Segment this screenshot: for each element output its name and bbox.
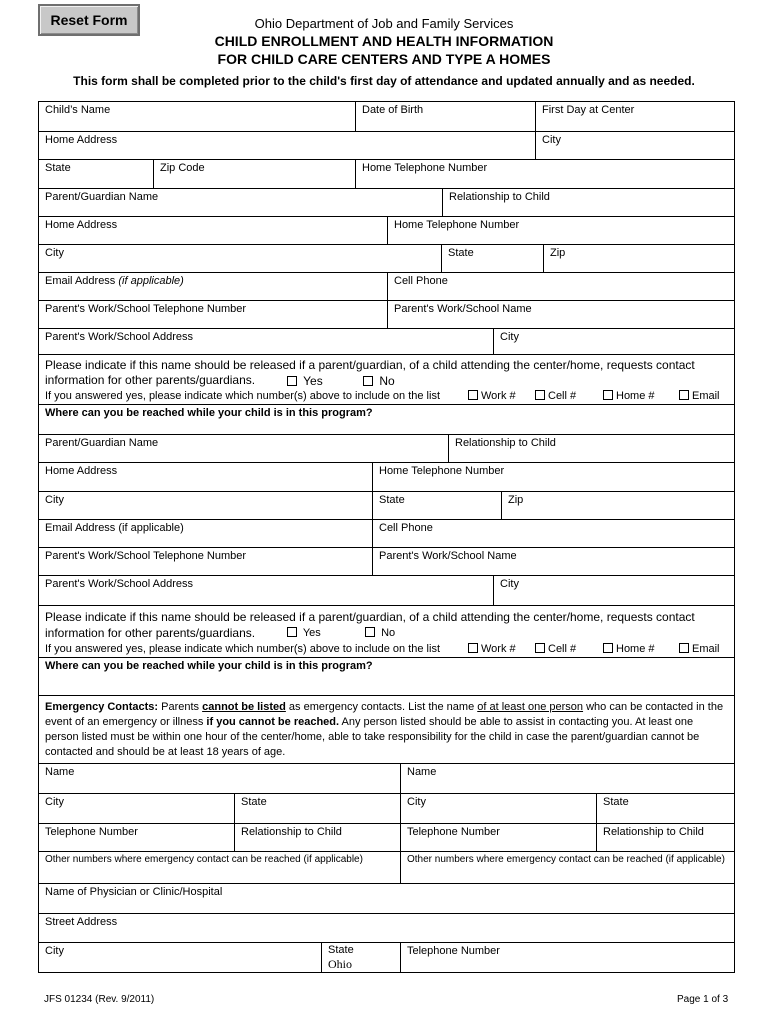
parent1-email-label: Email Address (if applicable) [45, 275, 184, 287]
enrollment-form [38, 101, 735, 973]
physician-phone-label: Telephone Number [407, 945, 500, 957]
physician-state-value: Ohio [328, 957, 352, 971]
parent2-work-name-field[interactable] [372, 548, 734, 575]
child-state-label: State [45, 162, 71, 174]
parent1-cell-label: Cell Phone [394, 275, 448, 287]
parent2-work-address-field[interactable] [39, 576, 493, 605]
parent2-work-phone-label: Parent's Work/School Telephone Number [45, 550, 247, 562]
first-day-label: First Day at Center [542, 104, 635, 116]
parent1-release-no[interactable]: No [363, 374, 395, 388]
parent1-city-label: City [45, 247, 64, 259]
parent2-release-no[interactable]: No [365, 627, 395, 639]
checkbox-icon[interactable] [679, 390, 689, 400]
parent2-work-city-label: City [500, 578, 519, 590]
parent1-reach-label: Where can you be reached while your child is in this program? [45, 407, 373, 419]
parent1-city-field[interactable] [39, 245, 441, 272]
child-dob-label: Date of Birth [362, 104, 424, 116]
parent2-work-name-label: Parent's Work/School Name [379, 550, 517, 562]
parent2-home-address-field[interactable] [39, 463, 372, 491]
checkbox-icon[interactable] [287, 376, 297, 386]
form-title-line2: FOR CHILD CARE CENTERS AND TYPE A HOMES [217, 51, 551, 67]
ec1-relationship-label: Relationship to Child [241, 826, 342, 838]
physician-state-field[interactable] [321, 943, 400, 972]
parent2-row-6 [39, 576, 734, 606]
parent2-city-label: City [45, 494, 64, 506]
child-name-label: Child’s Name [45, 104, 111, 116]
checkbox-icon[interactable] [468, 643, 478, 653]
parent1-row-6 [39, 329, 734, 355]
ec1-phone-field[interactable] [39, 824, 234, 851]
parent2-work-phone-field[interactable] [39, 548, 372, 575]
parent1-release-text-2: information for other parents/guardians. [45, 373, 256, 387]
parent1-reach-row[interactable] [39, 405, 734, 435]
parent2-home-phone-field[interactable] [372, 463, 734, 491]
parent1-work-address-field[interactable] [39, 329, 493, 354]
child-home-phone-field[interactable] [355, 160, 734, 188]
ec1-state-field[interactable] [234, 794, 400, 823]
parent2-home-phone-label: Home Telephone Number [379, 465, 505, 477]
parent1-zip-field[interactable] [543, 245, 734, 272]
ec2-state-label: State [603, 796, 629, 808]
checkbox-icon[interactable] [535, 643, 545, 653]
parent1-cell-field[interactable] [387, 273, 734, 300]
parent2-include-home[interactable]: Home # [603, 643, 655, 655]
parent2-relationship-label: Relationship to Child [455, 437, 556, 449]
physician-street-label: Street Address [45, 916, 118, 928]
reset-form-button[interactable]: Reset Form [38, 4, 140, 36]
parent1-row-2 [39, 217, 734, 245]
parent1-include-work[interactable]: Work # [468, 390, 516, 402]
parent1-work-address-label: Parent's Work/School Address [45, 331, 194, 343]
emergency-row-3 [39, 824, 734, 852]
ec1-state-label: State [241, 796, 267, 808]
ec2-city-label: City [407, 796, 426, 808]
parent1-home-address-label: Home Address [45, 219, 118, 231]
child-city-field[interactable] [535, 132, 734, 159]
parent2-release-text-1: Please indicate if this name should be released if a parent/guardian, of a child attending the center/home, requests contact [45, 610, 695, 624]
parent1-row-3 [39, 245, 734, 273]
parent1-include-email[interactable]: Email [679, 390, 720, 402]
parent2-state-field[interactable] [372, 492, 501, 519]
ec2-city-field[interactable] [400, 794, 596, 823]
parent2-reach-label: Where can you be reached while your child is in this program? [45, 660, 373, 672]
checkbox-icon[interactable] [535, 390, 545, 400]
parent2-release-yes[interactable]: Yes [287, 627, 321, 639]
child-city-label: City [542, 134, 561, 146]
child-row-2 [39, 132, 734, 160]
child-dob-field[interactable] [355, 102, 535, 131]
parent2-state-label: State [379, 494, 405, 506]
parent2-if-yes-text: If you answered yes, please indicate which number(s) above to include on the list [45, 643, 440, 655]
parent1-work-phone-field[interactable] [39, 301, 387, 328]
physician-state-label: State [328, 944, 354, 956]
checkbox-icon[interactable] [603, 390, 613, 400]
page-number: Page 1 of 3 [677, 994, 729, 1005]
parent1-release-row [39, 355, 734, 405]
physician-city-label: City [45, 945, 64, 957]
parent2-email-label: Email Address (if applicable) [45, 522, 184, 534]
physician-city-field[interactable] [39, 943, 321, 972]
ec2-phone-label: Telephone Number [407, 826, 500, 838]
parent2-row-4 [39, 520, 734, 548]
physician-row-3 [39, 943, 734, 972]
checkbox-icon[interactable] [363, 376, 373, 386]
parent1-relationship-label: Relationship to Child [449, 191, 550, 203]
parent2-row-2 [39, 463, 734, 492]
checkbox-icon[interactable] [468, 390, 478, 400]
parent2-name-field[interactable] [39, 435, 448, 462]
form-number: JFS 01234 (Rev. 9/2011) [44, 994, 155, 1005]
physician-name-label: Name of Physician or Clinic/Hospital [45, 886, 223, 898]
parent2-release-row [39, 606, 734, 658]
parent1-relationship-field[interactable] [442, 189, 734, 216]
form-instructions: This form shall be completed prior to the child's first day of attendance and updated annually and as needed. [73, 74, 695, 88]
ec1-city-label: City [45, 796, 64, 808]
physician-name-field[interactable] [39, 884, 734, 913]
parent1-include-cell[interactable]: Cell # [535, 390, 576, 402]
parent2-include-cell[interactable]: Cell # [535, 643, 576, 655]
ec1-other-numbers-field[interactable] [39, 852, 400, 883]
child-name-field[interactable] [39, 102, 355, 131]
parent2-row-1 [39, 435, 734, 463]
parent1-release-text-1: Please indicate if this name should be released if a parent/guardian, of a child attending the center/home, requests contact [45, 358, 695, 372]
parent1-home-phone-label: Home Telephone Number [394, 219, 520, 231]
form-title-line1: CHILD ENROLLMENT AND HEALTH INFORMATION [214, 33, 554, 49]
parent1-home-phone-field[interactable] [387, 217, 734, 244]
checkbox-icon[interactable] [287, 627, 297, 637]
parent2-relationship-field[interactable] [448, 435, 734, 462]
child-zip-label: Zip Code [160, 162, 205, 174]
parent2-email-field[interactable] [39, 520, 372, 547]
emergency-row-1 [39, 764, 734, 794]
checkbox-icon[interactable] [603, 643, 613, 653]
emergency-row-4 [39, 852, 734, 884]
parent1-work-city-label: City [500, 331, 519, 343]
parent2-zip-field[interactable] [501, 492, 734, 519]
parent1-home-address-field[interactable] [39, 217, 387, 244]
child-state-field[interactable] [39, 160, 153, 188]
parent1-work-phone-label: Parent's Work/School Telephone Number [45, 303, 247, 315]
emergency-instructions-row [39, 696, 734, 764]
checkbox-icon[interactable] [365, 627, 375, 637]
parent1-row-4 [39, 273, 734, 301]
parent2-cell-field[interactable] [372, 520, 734, 547]
parent1-state-field[interactable] [441, 245, 543, 272]
parent1-row-5 [39, 301, 734, 329]
physician-row-1 [39, 884, 734, 914]
child-home-address-label: Home Address [45, 134, 118, 146]
parent2-include-work[interactable]: Work # [468, 643, 516, 655]
ec1-other-numbers-label: Other numbers where emergency contact can be reached (if applicable) [45, 854, 363, 865]
parent2-row-5 [39, 548, 734, 576]
parent1-include-home[interactable]: Home # [603, 390, 655, 402]
ec2-phone-field[interactable] [400, 824, 596, 851]
child-zip-field[interactable] [153, 160, 355, 188]
parent1-state-label: State [448, 247, 474, 259]
ec1-phone-label: Telephone Number [45, 826, 138, 838]
emergency-instructions: Emergency Contacts: Parents cannot be listed as emergency contacts. List the name of at least one person who can be contacted in the event of an emergency or illness if you cannot be reached. Any person listed should be able to assist in contacting you. At least one person listed must be within one hour of the center/home, able to take responsibility for the child in case the parent/guardian cannot be contacted and should be at least 18 years of age. [45, 701, 724, 758]
physician-street-field[interactable] [39, 914, 734, 942]
parent1-work-name-field[interactable] [387, 301, 734, 328]
ec1-name-field[interactable] [39, 764, 400, 793]
parent1-row-1 [39, 189, 734, 217]
checkbox-icon[interactable] [679, 643, 689, 653]
parent1-email-field[interactable] [39, 273, 387, 300]
parent2-row-3 [39, 492, 734, 520]
ec1-city-field[interactable] [39, 794, 234, 823]
parent2-home-address-label: Home Address [45, 465, 118, 477]
physician-row-2 [39, 914, 734, 943]
ec2-relationship-label: Relationship to Child [603, 826, 704, 838]
child-home-address-field[interactable] [39, 132, 535, 159]
child-row-1 [39, 102, 734, 132]
parent2-work-address-label: Parent's Work/School Address [45, 578, 194, 590]
parent1-name-field[interactable] [39, 189, 442, 216]
parent2-cell-label: Cell Phone [379, 522, 433, 534]
child-home-phone-label: Home Telephone Number [362, 162, 488, 174]
ec2-state-field[interactable] [596, 794, 734, 823]
parent2-work-city-field[interactable] [493, 576, 734, 605]
child-row-3 [39, 160, 734, 189]
parent2-zip-label: Zip [508, 494, 524, 506]
ec1-name-label: Name [45, 766, 75, 778]
first-day-field[interactable] [535, 102, 734, 131]
parent2-release-text-2: information for other parents/guardians. [45, 626, 256, 640]
parent2-reach-row[interactable] [39, 658, 734, 696]
ec2-other-numbers-field[interactable] [400, 852, 734, 883]
parent1-name-label: Parent/Guardian Name [45, 191, 159, 203]
parent1-work-name-label: Parent's Work/School Name [394, 303, 532, 315]
parent1-zip-label: Zip [550, 247, 566, 259]
parent1-if-yes-text: If you answered yes, please indicate which number(s) above to include on the list [45, 390, 440, 402]
emergency-row-2 [39, 794, 734, 824]
parent2-city-field[interactable] [39, 492, 372, 519]
parent2-include-email[interactable]: Email [679, 643, 720, 655]
ec2-other-numbers-label: Other numbers where emergency contact can be reached (if applicable) [407, 854, 725, 865]
ec2-name-field[interactable] [400, 764, 734, 793]
ec2-relationship-field[interactable] [596, 824, 734, 851]
parent2-name-label: Parent/Guardian Name [45, 437, 159, 449]
parent1-work-city-field[interactable] [493, 329, 734, 354]
ec2-name-label: Name [407, 766, 437, 778]
ec1-relationship-field[interactable] [234, 824, 400, 851]
physician-phone-field[interactable] [400, 943, 734, 972]
parent1-release-yes[interactable]: Yes [287, 374, 323, 388]
agency-name: Ohio Department of Job and Family Services [254, 16, 514, 31]
